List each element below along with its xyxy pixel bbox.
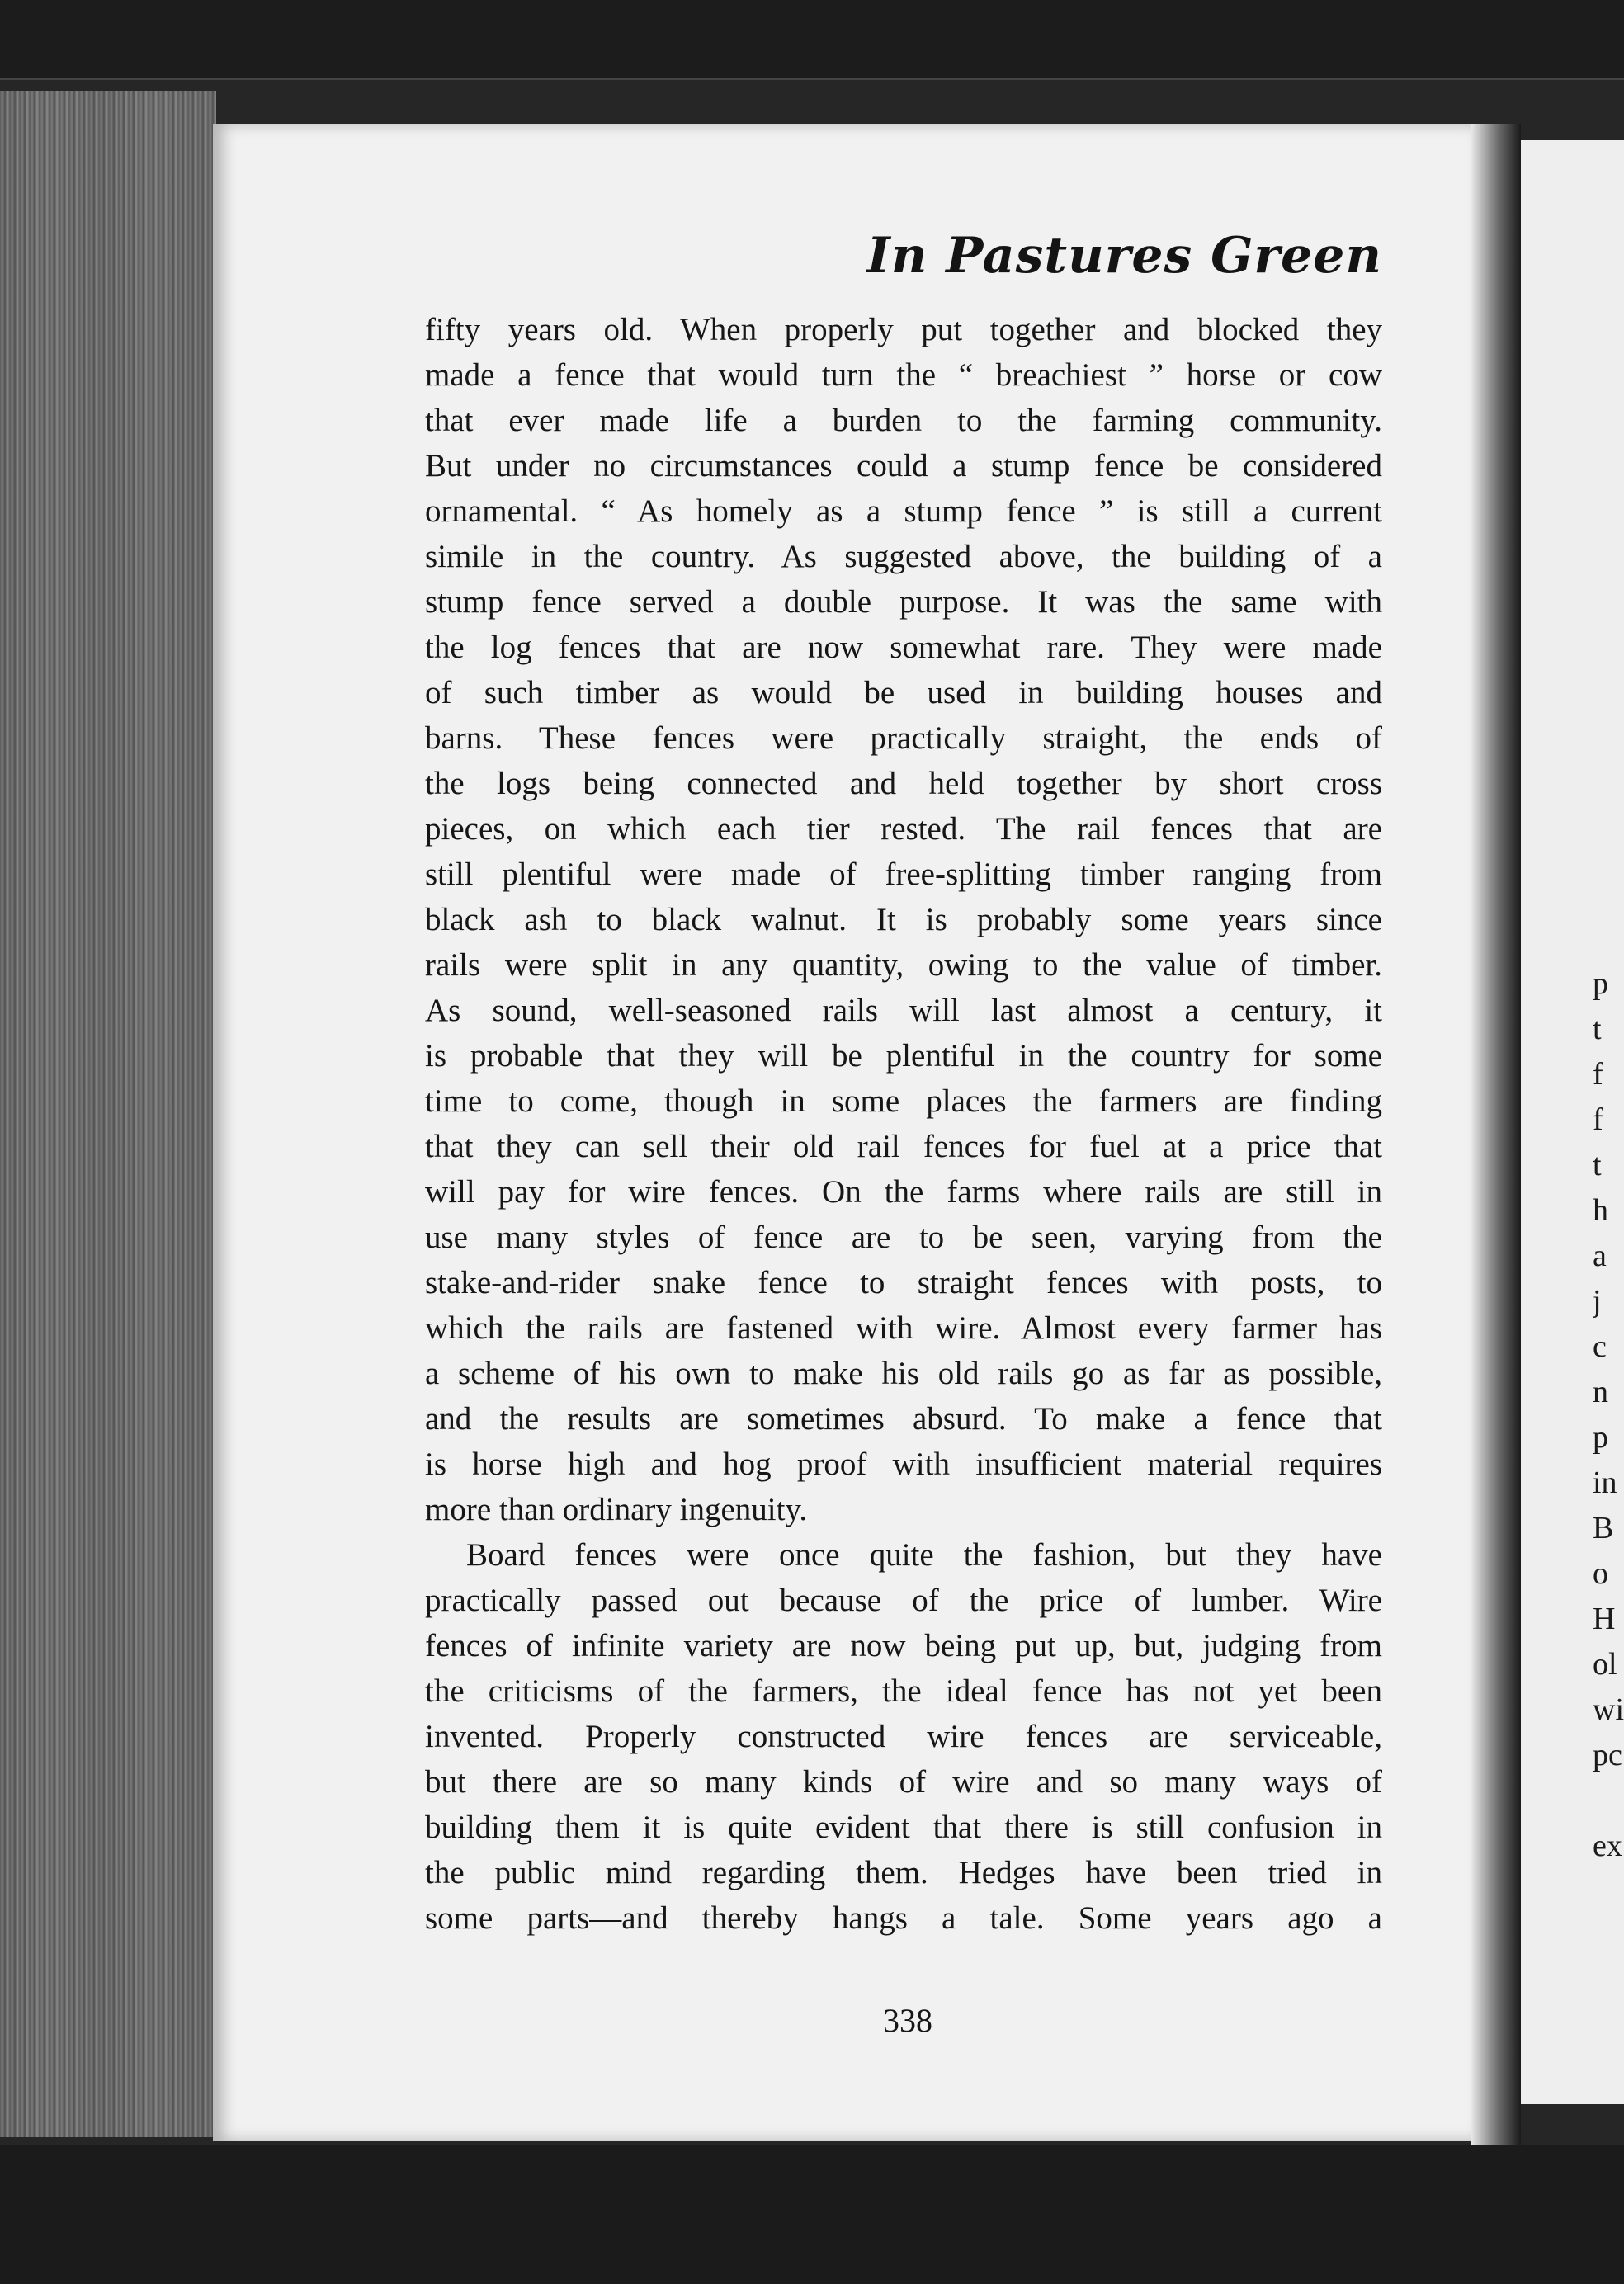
text-line: and the results are sometimes absurd. To make a fence that <box>425 1401 1382 1437</box>
text-line: As sound, well-seasoned rails will last almost a century, it <box>425 993 1382 1028</box>
page-edges <box>0 91 216 2137</box>
right-fragment: in <box>1593 1465 1617 1500</box>
text-line: is probable that they will be plentiful in the country for some <box>425 1038 1382 1074</box>
text-line: the logs being connected and held together by short cross <box>425 766 1382 801</box>
text-line: a scheme of his own to make his old rails go as far as possible, <box>425 1356 1382 1391</box>
text-line: is horse high and hog proof with insufficient material requires <box>425 1446 1382 1482</box>
text-line: the log fences that are now somewhat rare. They were made <box>425 630 1382 665</box>
right-page-text-fragments <box>1593 961 1624 1869</box>
right-fragment: f <box>1593 1102 1603 1137</box>
text-line: pieces, on which each tier rested. The rail fences that are <box>425 811 1382 847</box>
text-line: the criticisms of the farmers, the ideal fence has not yet been <box>425 1673 1382 1709</box>
text-line: which the rails are fastened with wire. Almost every farmer has <box>425 1310 1382 1346</box>
text-line: but there are so many kinds of wire and so many ways of <box>425 1764 1382 1800</box>
text-line: practically passed out because of the price of lumber. Wire <box>425 1583 1382 1618</box>
right-fragment: j <box>1593 1284 1602 1319</box>
text-line: Board fences were once quite the fashion, but they have <box>466 1537 1382 1573</box>
running-head: In Pastures Green <box>866 227 1382 285</box>
right-fragment: p <box>1593 966 1608 1001</box>
right-fragment: ol <box>1593 1647 1617 1682</box>
right-fragment: h <box>1593 1193 1608 1228</box>
text-line: invented. Properly constructed wire fences are serviceable, <box>425 1719 1382 1754</box>
text-line: fences of infinite variety are now being put up, but, judging from <box>425 1628 1382 1663</box>
right-fragment: t <box>1593 1148 1602 1182</box>
text-line: simile in the country. As suggested above, the building of a <box>425 539 1382 574</box>
text-line: the public mind regarding them. Hedges have been tried in <box>425 1855 1382 1890</box>
text-line: of such timber as would be used in building houses and <box>425 675 1382 710</box>
text-line: still plentiful were made of free-splitting timber ranging from <box>425 856 1382 892</box>
right-fragment: p <box>1593 1420 1608 1455</box>
right-fragment: wi <box>1593 1692 1624 1727</box>
right-fragment: H <box>1593 1602 1616 1636</box>
right-fragment: o <box>1593 1556 1608 1591</box>
text-line: that ever made life a burden to the farming community. <box>425 403 1382 438</box>
scan-background-top <box>0 0 1624 80</box>
text-line: fifty years old. When properly put together and blocked they <box>425 312 1382 347</box>
text-line: more than ordinary ingenuity. <box>425 1492 808 1527</box>
text-line: stake-and-rider snake fence to straight fences with posts, to <box>425 1265 1382 1300</box>
text-line: use many styles of fence are to be seen, varying from the <box>425 1220 1382 1255</box>
text-line: rails were split in any quantity, owing to the value of timber. <box>425 947 1382 983</box>
right-fragment: t <box>1593 1012 1602 1046</box>
text-line: building them it is quite evident that there is still confusion in <box>425 1810 1382 1845</box>
right-fragment: c <box>1593 1329 1607 1364</box>
text-line: time to come, though in some places the farmers are finding <box>425 1083 1382 1119</box>
text-line: will pay for wire fences. On the farms where rails are still in <box>425 1174 1382 1210</box>
text-line: But under no circumstances could a stump fence be considered <box>425 448 1382 484</box>
right-fragment: n <box>1593 1375 1608 1409</box>
text-line: barns. These fences were practically straight, the ends of <box>425 720 1382 756</box>
text-line: some parts—and thereby hangs a tale. Some years ago a <box>425 1900 1382 1936</box>
text-line: made a fence that would turn the “ breachiest ” horse or cow <box>425 357 1382 393</box>
right-fragment-gap <box>1593 1778 1624 1824</box>
right-fragment: f <box>1593 1057 1603 1092</box>
book-gutter <box>1471 124 1521 2145</box>
right-fragment: ex <box>1593 1829 1622 1863</box>
scan-background-bottom <box>0 2145 1624 2284</box>
body-text <box>425 307 1382 1941</box>
right-fragment: pc <box>1593 1738 1622 1772</box>
text-line: black ash to black walnut. It is probably some years since <box>425 902 1382 937</box>
text-line: stump fence served a double purpose. It was the same with <box>425 584 1382 620</box>
right-fragment: B <box>1593 1511 1614 1545</box>
text-line: ornamental. “ As homely as a stump fence ” is still a current <box>425 493 1382 529</box>
text-line: that they can sell their old rail fences for fuel at a price that <box>425 1129 1382 1164</box>
page-number: 338 <box>883 2002 932 2039</box>
right-fragment: a <box>1593 1239 1607 1273</box>
